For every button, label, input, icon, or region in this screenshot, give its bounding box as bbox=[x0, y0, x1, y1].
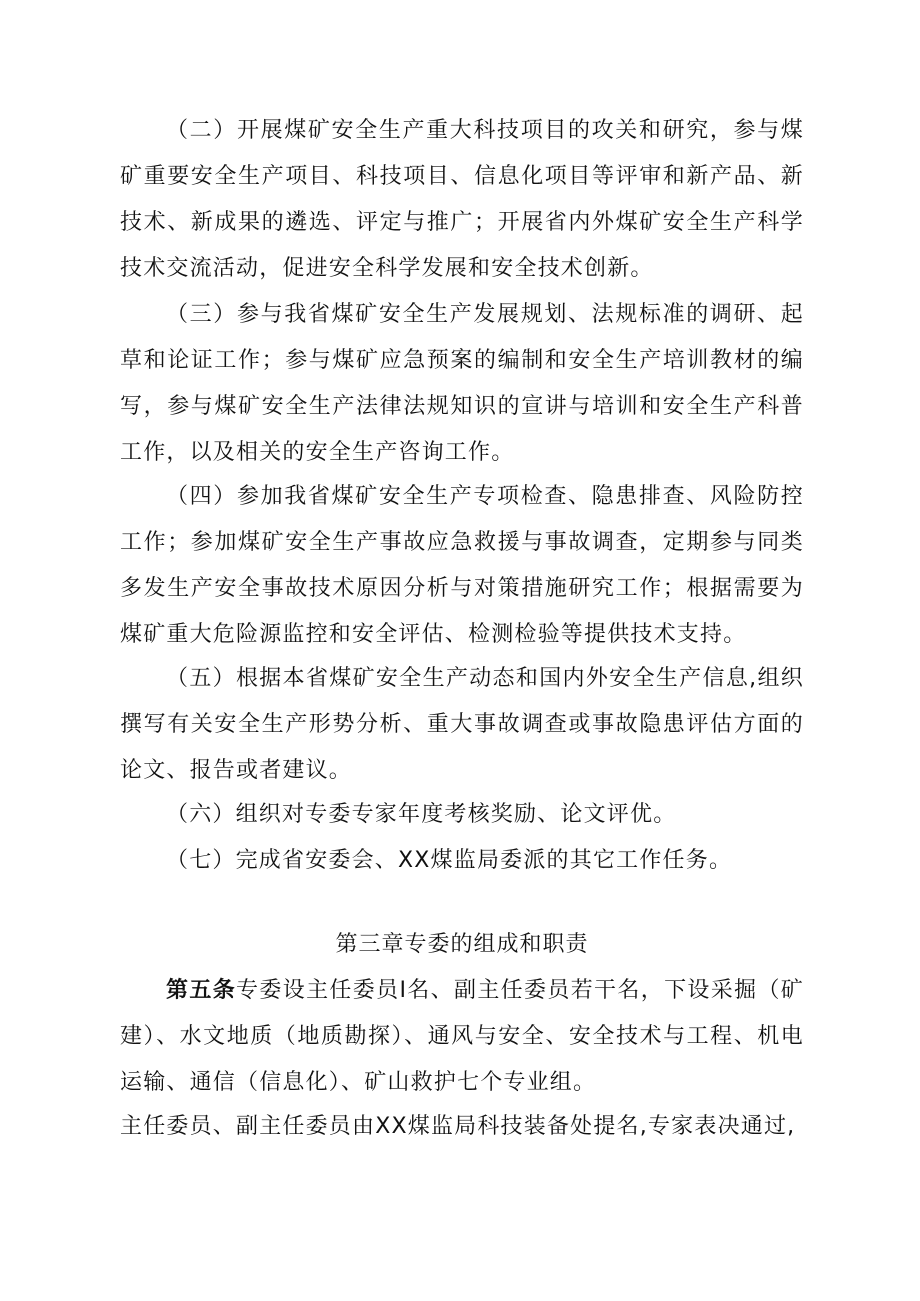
paragraph-item-5: （五）根据本省煤矿安全生产动态和国内外安全生产信息,组织撰写有关安全生产形势分析、重大事故调查或事故隐患评估方面的论文、报告或者建议。 bbox=[120, 666, 804, 783]
article-5-paragraph bbox=[120, 968, 804, 1106]
paragraph-item-2: （二）开展煤矿安全生产重大科技项目的攻关和研究，参与煤矿重要安全生产项目、科技项目、信息化项目等评审和新产品、新技术、新成果的遴选、评定与推广；开展省内外煤矿安全生产科学技术交流活动，促进安全科学发展和安全技术创新。 bbox=[120, 118, 804, 281]
article-5-text: 专委设主任委员I名、副主任委员若干名，下设采掘（矿建）、水文地质（地质勘探）、通风与安全、安全技术与工程、机电运输、通信（信息化）、矿山救护七个专业组。 bbox=[120, 978, 804, 1095]
article-5-label: 第五条 bbox=[166, 978, 237, 1003]
paragraph-item-6: （六）组织对专委专家年度考核奖励、论文评优。 bbox=[166, 802, 677, 827]
article-5-continuation: 主任委员、副主任委员由XX煤监局科技装备处提名,专家表决通过, bbox=[120, 1114, 796, 1139]
paragraph-item-3: （三）参与我省煤矿安全生产发展规划、法规标准的调研、起草和论证工作；参与煤矿应急预案的编制和安全生产培训教材的编写，参与煤矿安全生产法律法规知识的宣讲与培训和安全生产科普工作，以及相关的安全生产咨询工作。 bbox=[120, 302, 804, 465]
chapter-heading: 第三章专委的组成和职责 bbox=[335, 932, 589, 957]
paragraph-item-4: （四）参加我省煤矿安全生产专项检查、隐患排查、风险防控工作；参加煤矿安全生产事故应急救援与事故调查，定期参与同类多发生产安全事故技术原因分析与对策措施研究工作；根据需要为煤矿重大危险源监控和安全评估、检测检验等提供技术支持。 bbox=[120, 484, 804, 647]
paragraph-item-7: （七）完成省安委会、XX煤监局委派的其它工作任务。 bbox=[166, 848, 733, 873]
